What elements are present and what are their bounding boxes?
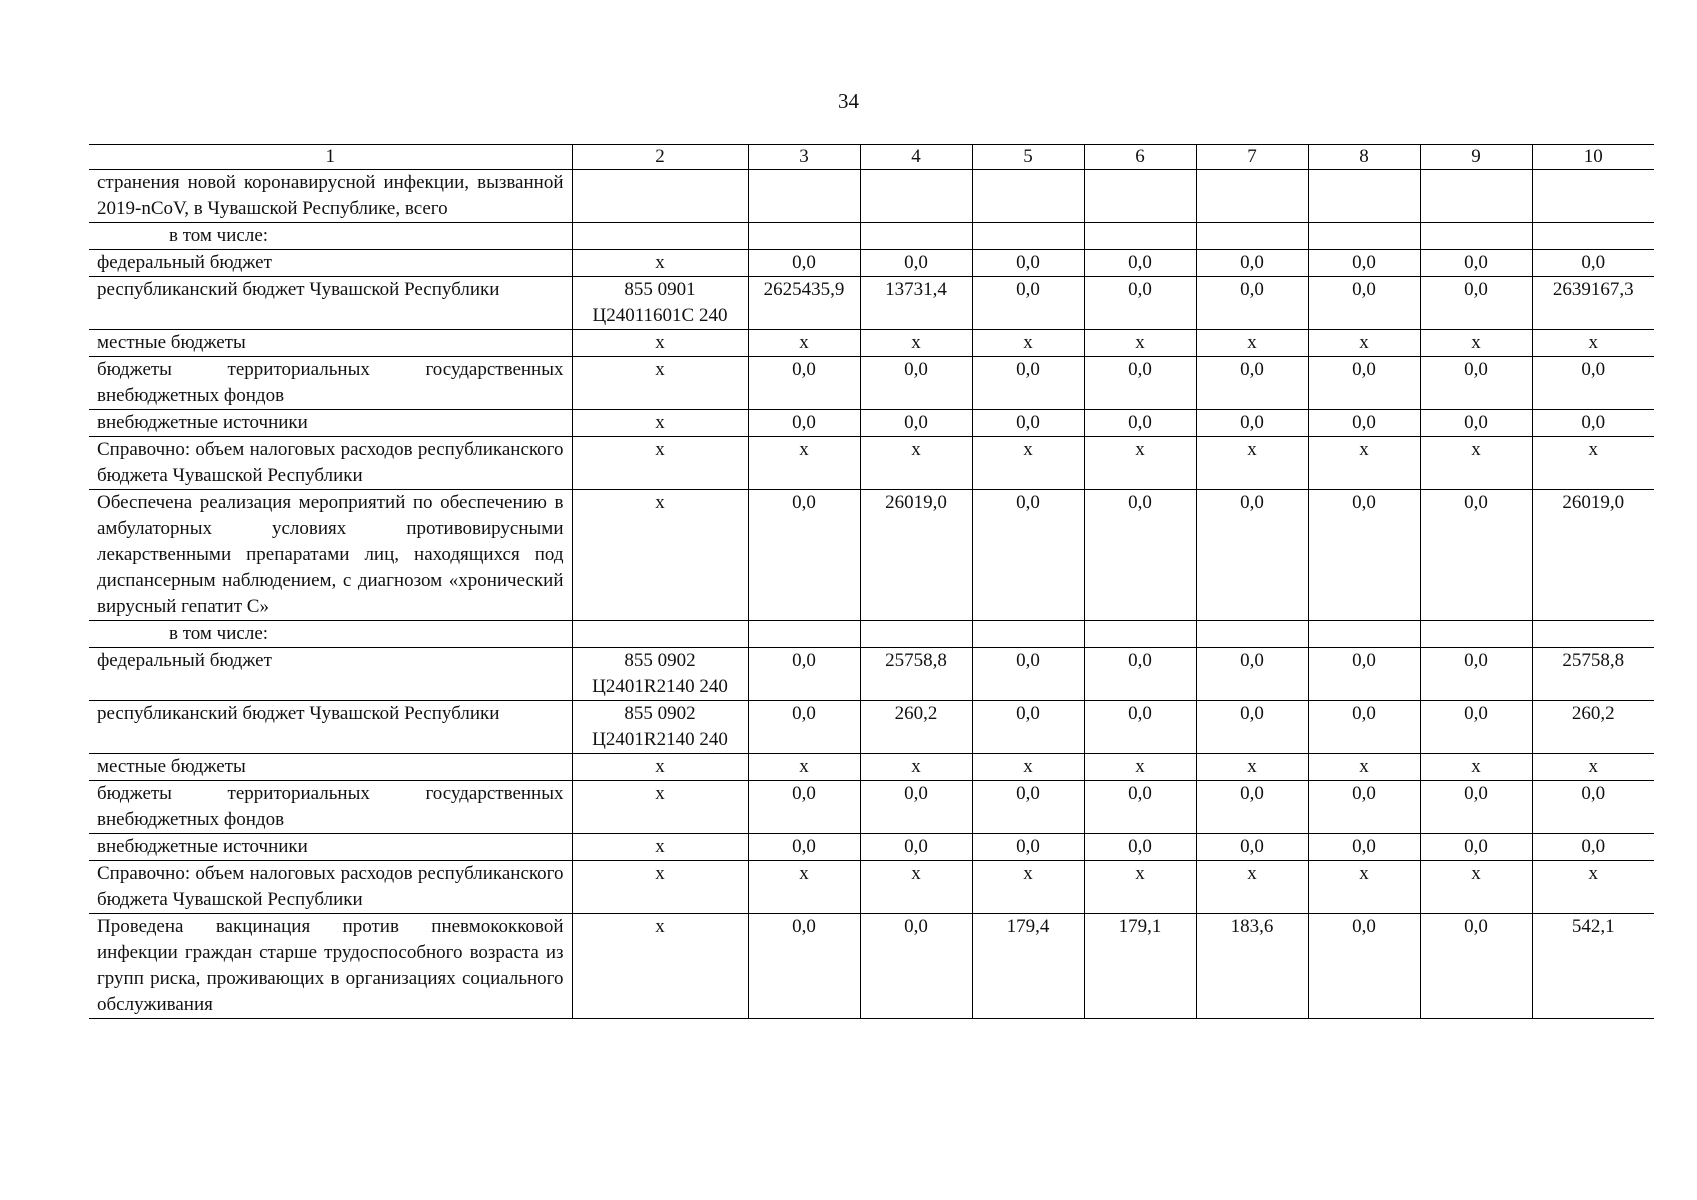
value-cell [1308, 223, 1420, 250]
value-cell: х [972, 754, 1084, 781]
table-row [89, 701, 1654, 754]
column-header: 6 [1084, 145, 1196, 170]
value-cell: 0,0 [1420, 357, 1532, 410]
value-cell: 0,0 [1308, 277, 1420, 330]
value-cell: 0,0 [860, 410, 972, 437]
row-label: местные бюджеты [89, 330, 572, 357]
value-cell: 0,0 [1308, 250, 1420, 277]
row-label: внебюджетные источники [89, 834, 572, 861]
value-cell: х [1420, 330, 1532, 357]
budget-code-cell: х [572, 834, 748, 861]
value-cell: 0,0 [1532, 781, 1654, 834]
value-cell: х [860, 437, 972, 490]
value-cell: 2639167,3 [1532, 277, 1654, 330]
table-row [89, 277, 1654, 330]
value-cell: 0,0 [860, 914, 972, 1019]
column-header: 7 [1196, 145, 1308, 170]
table-row [89, 250, 1654, 277]
value-cell: х [1196, 754, 1308, 781]
value-cell: 0,0 [1308, 834, 1420, 861]
value-cell: 0,0 [748, 357, 860, 410]
value-cell: 0,0 [1196, 834, 1308, 861]
value-cell: х [1084, 330, 1196, 357]
value-cell: 0,0 [972, 648, 1084, 701]
value-cell: х [748, 437, 860, 490]
value-cell [860, 223, 972, 250]
value-cell: 0,0 [1196, 781, 1308, 834]
value-cell: 0,0 [1084, 781, 1196, 834]
value-cell: 0,0 [972, 490, 1084, 621]
value-cell: 13731,4 [860, 277, 972, 330]
value-cell [748, 170, 860, 223]
value-cell: 183,6 [1196, 914, 1308, 1019]
value-cell: 0,0 [1196, 490, 1308, 621]
value-cell: 260,2 [860, 701, 972, 754]
value-cell [1196, 223, 1308, 250]
value-cell: 0,0 [1084, 277, 1196, 330]
value-cell: 0,0 [1084, 490, 1196, 621]
value-cell [860, 621, 972, 648]
value-cell [1084, 170, 1196, 223]
table-row [89, 357, 1654, 410]
value-cell [1420, 621, 1532, 648]
value-cell: х [1420, 754, 1532, 781]
value-cell: 0,0 [748, 648, 860, 701]
value-cell: х [860, 330, 972, 357]
value-cell: 0,0 [748, 834, 860, 861]
value-cell: х [1420, 437, 1532, 490]
budget-code-cell [572, 170, 748, 223]
value-cell: 0,0 [972, 410, 1084, 437]
table-header-row [89, 145, 1654, 170]
value-cell: 0,0 [972, 277, 1084, 330]
budget-code-cell: х [572, 781, 748, 834]
value-cell [1196, 621, 1308, 648]
value-cell: х [860, 861, 972, 914]
value-cell: 0,0 [1084, 250, 1196, 277]
value-cell: 0,0 [1196, 701, 1308, 754]
value-cell: 25758,8 [860, 648, 972, 701]
value-cell: 0,0 [972, 250, 1084, 277]
value-cell: 179,4 [972, 914, 1084, 1019]
value-cell: 0,0 [1084, 357, 1196, 410]
value-cell [1532, 223, 1654, 250]
value-cell: 0,0 [1196, 648, 1308, 701]
value-cell: х [1084, 754, 1196, 781]
value-cell: 0,0 [1420, 701, 1532, 754]
value-cell: х [1084, 437, 1196, 490]
row-label: в том числе: [89, 223, 572, 250]
budget-code-cell: х [572, 861, 748, 914]
value-cell: х [1532, 330, 1654, 357]
value-cell: х [748, 330, 860, 357]
value-cell: 0,0 [1420, 648, 1532, 701]
table-row [89, 410, 1654, 437]
value-cell: 0,0 [1084, 648, 1196, 701]
budget-code-cell: 855 0902 Ц2401R2140 240 [572, 701, 748, 754]
value-cell: 0,0 [1308, 701, 1420, 754]
value-cell: х [1196, 437, 1308, 490]
budget-code-cell: х [572, 754, 748, 781]
value-cell: 0,0 [972, 701, 1084, 754]
column-header: 3 [748, 145, 860, 170]
value-cell: 0,0 [1308, 781, 1420, 834]
column-header: 4 [860, 145, 972, 170]
value-cell: 0,0 [1308, 490, 1420, 621]
value-cell [972, 223, 1084, 250]
value-cell: 542,1 [1532, 914, 1654, 1019]
table-row [89, 621, 1654, 648]
value-cell [1532, 621, 1654, 648]
value-cell: 0,0 [1308, 914, 1420, 1019]
row-label: странения новой коронавирусной инфекции, вызванной 2019-nCoV, в Чувашской Республике, всего [89, 170, 572, 223]
value-cell: х [748, 861, 860, 914]
budget-code-cell: 855 0901 Ц24011601С 240 [572, 277, 748, 330]
value-cell: 0,0 [748, 490, 860, 621]
row-label: республиканский бюджет Чувашской Республики [89, 277, 572, 330]
value-cell: 0,0 [748, 914, 860, 1019]
row-label: республиканский бюджет Чувашской Республики [89, 701, 572, 754]
value-cell: 0,0 [1420, 781, 1532, 834]
table-row [89, 490, 1654, 621]
row-label: Справочно: объем налоговых расходов республиканского бюджета Чувашской Республики [89, 437, 572, 490]
value-cell: 0,0 [1308, 648, 1420, 701]
value-cell: 2625435,9 [748, 277, 860, 330]
value-cell: х [1196, 330, 1308, 357]
value-cell: 0,0 [1420, 914, 1532, 1019]
row-label: бюджеты территориальных государственных внебюджетных фондов [89, 781, 572, 834]
value-cell: 0,0 [972, 357, 1084, 410]
value-cell [972, 170, 1084, 223]
value-cell: 0,0 [1196, 250, 1308, 277]
value-cell: х [1420, 861, 1532, 914]
value-cell [1420, 223, 1532, 250]
value-cell [748, 621, 860, 648]
value-cell: 0,0 [972, 834, 1084, 861]
value-cell: х [1532, 437, 1654, 490]
column-header: 2 [572, 145, 748, 170]
row-label: Обеспечена реализация мероприятий по обеспечению в амбулаторных условиях противовирусными лекарственными препаратами лиц, находящихся под диспансерным наблюдением, с диагнозом «хронический вирусный гепатит С» [89, 490, 572, 621]
value-cell: 0,0 [1532, 250, 1654, 277]
value-cell [1308, 170, 1420, 223]
value-cell: 0,0 [860, 834, 972, 861]
value-cell: 0,0 [1084, 701, 1196, 754]
row-label: в том числе: [89, 621, 572, 648]
table-row [89, 223, 1654, 250]
value-cell: х [860, 754, 972, 781]
value-cell [748, 223, 860, 250]
value-cell: 0,0 [748, 250, 860, 277]
table-row [89, 437, 1654, 490]
value-cell: 0,0 [972, 781, 1084, 834]
value-cell: 0,0 [1308, 410, 1420, 437]
value-cell: х [1196, 861, 1308, 914]
value-cell: 0,0 [860, 250, 972, 277]
value-cell: 0,0 [1420, 490, 1532, 621]
value-cell: 0,0 [1196, 410, 1308, 437]
value-cell: х [1308, 437, 1420, 490]
row-label: бюджеты территориальных государственных внебюджетных фондов [89, 357, 572, 410]
value-cell: х [972, 330, 1084, 357]
value-cell: х [1532, 754, 1654, 781]
value-cell: 0,0 [748, 781, 860, 834]
budget-code-cell: 855 0902 Ц2401R2140 240 [572, 648, 748, 701]
value-cell: 0,0 [1420, 277, 1532, 330]
value-cell: 0,0 [1420, 834, 1532, 861]
budget-code-cell: х [572, 437, 748, 490]
value-cell: 0,0 [1420, 250, 1532, 277]
value-cell [1084, 223, 1196, 250]
value-cell: х [748, 754, 860, 781]
value-cell: 0,0 [860, 357, 972, 410]
value-cell [1532, 170, 1654, 223]
value-cell [1084, 621, 1196, 648]
value-cell: х [1308, 861, 1420, 914]
value-cell: 0,0 [1084, 410, 1196, 437]
value-cell: 0,0 [1532, 834, 1654, 861]
value-cell: 0,0 [1532, 357, 1654, 410]
value-cell: х [1308, 754, 1420, 781]
budget-code-cell [572, 223, 748, 250]
budget-code-cell: х [572, 357, 748, 410]
budget-code-cell: х [572, 250, 748, 277]
value-cell: х [972, 437, 1084, 490]
row-label: федеральный бюджет [89, 648, 572, 701]
budget-code-cell: х [572, 410, 748, 437]
value-cell: х [1532, 861, 1654, 914]
budget-table [89, 144, 1654, 1019]
column-header: 1 [89, 145, 572, 170]
table-row [89, 170, 1654, 223]
table-row [89, 781, 1654, 834]
row-label: Проведена вакцинация против пневмококковой инфекции граждан старше трудоспособного возраста из групп риска, проживающих в организациях социального обслуживания [89, 914, 572, 1019]
value-cell [1308, 621, 1420, 648]
row-label: федеральный бюджет [89, 250, 572, 277]
value-cell: 0,0 [1196, 357, 1308, 410]
row-label: внебюджетные источники [89, 410, 572, 437]
table-row [89, 914, 1654, 1019]
row-label: Справочно: объем налоговых расходов республиканского бюджета Чувашской Республики [89, 861, 572, 914]
row-label: местные бюджеты [89, 754, 572, 781]
value-cell: х [972, 861, 1084, 914]
column-header: 5 [972, 145, 1084, 170]
value-cell: 0,0 [1308, 357, 1420, 410]
value-cell: 0,0 [1196, 277, 1308, 330]
value-cell: 0,0 [1532, 410, 1654, 437]
value-cell: 0,0 [748, 701, 860, 754]
value-cell: 260,2 [1532, 701, 1654, 754]
value-cell [860, 170, 972, 223]
table-row [89, 330, 1654, 357]
value-cell [1196, 170, 1308, 223]
value-cell [972, 621, 1084, 648]
value-cell: 0,0 [1084, 834, 1196, 861]
table-row [89, 648, 1654, 701]
value-cell: х [1308, 330, 1420, 357]
value-cell: 26019,0 [1532, 490, 1654, 621]
table-row [89, 834, 1654, 861]
value-cell: 26019,0 [860, 490, 972, 621]
table-row [89, 754, 1654, 781]
value-cell: 0,0 [1420, 410, 1532, 437]
budget-code-cell: х [572, 330, 748, 357]
budget-code-cell: х [572, 490, 748, 621]
column-header: 9 [1420, 145, 1532, 170]
value-cell [1420, 170, 1532, 223]
page-number: 34 [838, 89, 859, 113]
value-cell: 0,0 [748, 410, 860, 437]
table-row [89, 861, 1654, 914]
budget-code-cell: х [572, 914, 748, 1019]
budget-code-cell [572, 621, 748, 648]
column-header: 10 [1532, 145, 1654, 170]
column-header: 8 [1308, 145, 1420, 170]
value-cell: х [1084, 861, 1196, 914]
value-cell: 179,1 [1084, 914, 1196, 1019]
value-cell: 0,0 [860, 781, 972, 834]
value-cell: 25758,8 [1532, 648, 1654, 701]
